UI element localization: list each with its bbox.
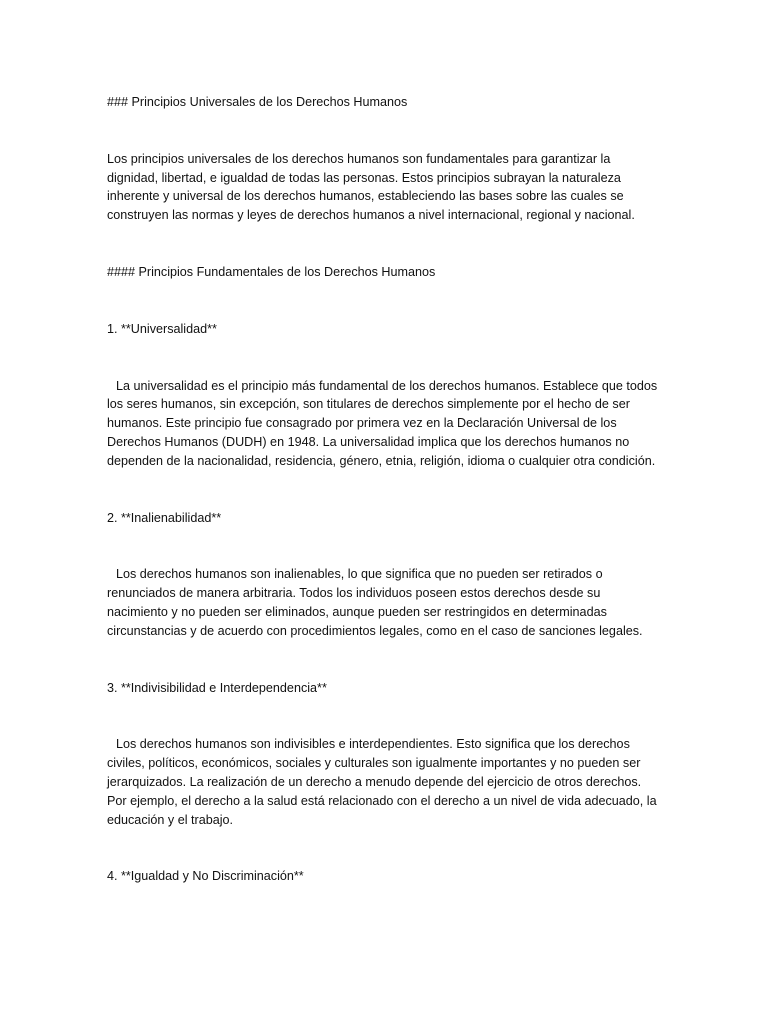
spacer xyxy=(107,471,667,509)
spacer xyxy=(107,282,667,320)
heading-principios-fundamentales: #### Principios Fundamentales de los Derechos Humanos xyxy=(107,264,436,279)
item-title-igualdad: 4. **Igualdad y No Discriminación** xyxy=(107,869,304,884)
intro-paragraph: Los principios universales de los derechos humanos son fundamentales para garantizar la dignidad, libertad, e igualdad de todas las personas. Estos principios subrayan la naturaleza inherente y universal de los derechos humanos, estableciendo las bases sobre las cuales se construyen las normas y leyes de derechos humanos a nivel internacional, regional y nacional. xyxy=(107,151,635,223)
item-body-universalidad: La universalidad es el principio más fundamental de los derechos humanos. Establece que todos los seres humanos, sin excepción, son titulares de derechos simplemente por el hecho de ser humanos. Este principio fue consagrado por primera vez en la Declaración Universal de los Derechos Humanos (DUDH) en 1948. La universalidad implica que los derechos humanos no dependen de la nacionalidad, residencia, género, etnia, religión, idioma o cualquier otra condición. xyxy=(107,378,658,468)
item-body-indivisibilidad: Los derechos humanos son indivisibles e interdependientes. Esto significa que los derechos civiles, políticos, económicos, sociales y culturales son igualmente importantes y no pueden ser jerarquizados. La realización de un derecho a menudo depende del ejercicio de otros derechos. Por ejemplo, el derecho a la salud está relacionado con el derecho a un nivel de vida adecuado, la educación y el trabajo. xyxy=(107,737,657,827)
spacer xyxy=(107,225,667,263)
item-title-universalidad: 1. **Universalidad** xyxy=(107,321,217,336)
spacer xyxy=(107,641,667,679)
spacer xyxy=(107,697,667,735)
document-page xyxy=(107,93,667,886)
item-title-inalienabilidad: 2. **Inalienabilidad** xyxy=(107,510,222,525)
spacer xyxy=(107,339,667,377)
spacer xyxy=(107,829,667,867)
spacer xyxy=(107,527,667,565)
spacer xyxy=(107,112,667,150)
item-title-indivisibilidad: 3. **Indivisibilidad e Interdependencia** xyxy=(107,680,327,695)
item-body-inalienabilidad: Los derechos humanos son inalienables, lo que significa que no pueden ser retirados o renunciados de manera arbitraria. Todos los individuos poseen estos derechos desde su nacimiento y no pueden ser eliminados, aunque pueden ser restringidos en determinadas circunstancias y de acuerdo con procedimientos legales, como en el caso de sanciones legales. xyxy=(107,567,643,638)
heading-principios-universales: ### Principios Universales de los Derechos Humanos xyxy=(107,95,408,109)
